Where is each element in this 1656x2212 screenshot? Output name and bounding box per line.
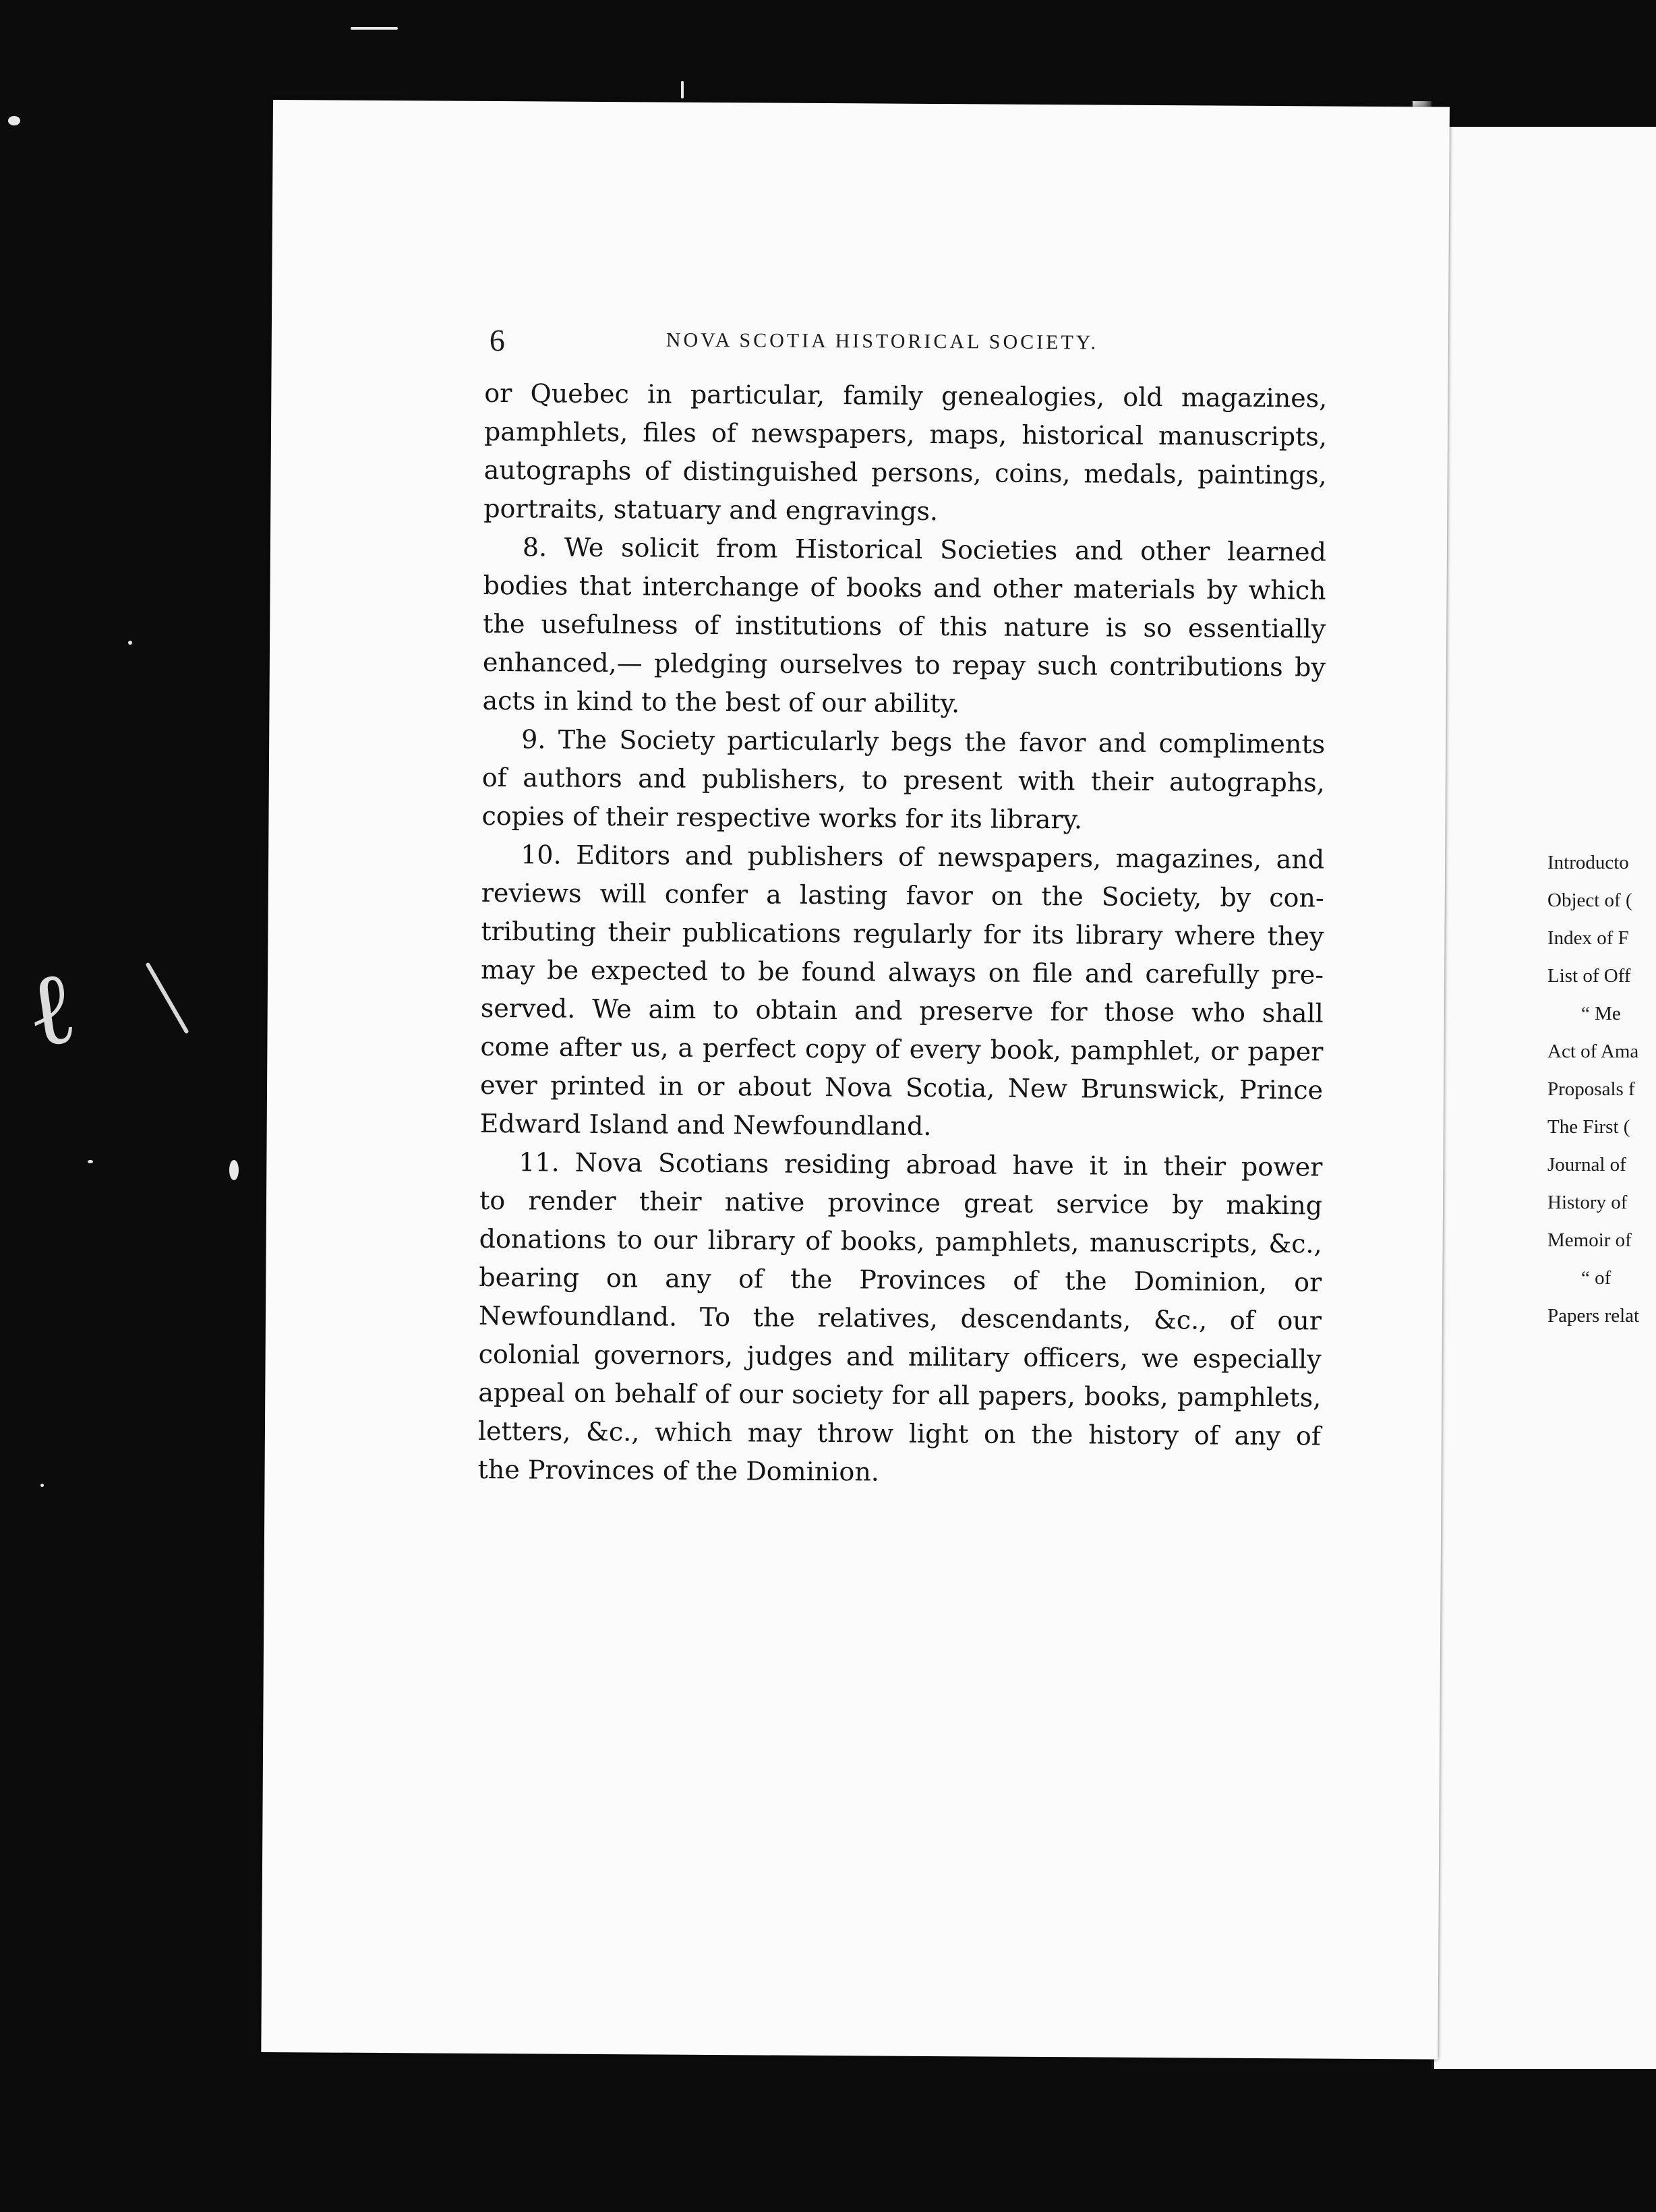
page-header: NOVA SCOTIA HISTORICAL SOCIETY.: [666, 328, 1099, 354]
text-line: the usefulness of institutions of this nature is so essentially: [483, 608, 1326, 644]
text-line: may be expected to be found always on file and carefully pre-: [480, 954, 1324, 990]
toc-entry: History of: [1547, 1192, 1628, 1213]
page-number: 6: [489, 322, 505, 358]
text-line: enhanced,— pledging ourselves to repay such contributions by: [482, 647, 1326, 682]
toc-entry: “ Me: [1581, 1003, 1621, 1024]
text-line: 10. Editors and publishers of newspapers, magazines, and: [521, 840, 1325, 875]
text-line: copies of their respective works for its library.: [481, 801, 1083, 835]
scan-speck: [128, 641, 132, 645]
toc-entry: Object of (: [1547, 890, 1632, 911]
text-line: reviews will confer a lasting favor on the Society, by con-: [481, 877, 1324, 913]
text-line: tributing their publications regularly for its library where they: [481, 916, 1324, 952]
text-line: bodies that interchange of books and other materials by which: [483, 570, 1326, 606]
toc-entry: Memoir of: [1547, 1229, 1632, 1251]
text-line: to render their native province great service by making: [479, 1185, 1323, 1221]
running-head: [490, 322, 1433, 376]
text-line: 11. Nova Scotians residing abroad have it in their power: [519, 1147, 1323, 1182]
text-line: bearing on any of the Provinces of the Dominion, or: [479, 1262, 1322, 1298]
scan-speck: [351, 27, 398, 30]
text-line: Edward Island and Newfoundland.: [479, 1108, 932, 1141]
toc-entry: Introducto: [1547, 852, 1629, 873]
text-line: appeal on behalf of our society for all papers, books, pamphlets,: [478, 1377, 1322, 1413]
toc-entry: List of Off: [1547, 965, 1631, 987]
toc-entry: Proposals f: [1547, 1078, 1635, 1100]
scan-speck: [88, 1160, 93, 1163]
text-line: of authors and publishers, to present with their autographs,: [481, 762, 1325, 798]
scan-speck: [229, 1160, 239, 1180]
text-line: Newfoundland. To the relatives, descendants, &c., of our: [478, 1300, 1322, 1336]
text-line: acts in kind to the best of our ability.: [482, 685, 960, 719]
text-line: letters, &c., which may throw light on the history of any of: [477, 1416, 1322, 1451]
text-line: portraits, statuary and engravings.: [483, 493, 939, 527]
text-line: donations to our library of books, pamphlets, manuscripts, &c.,: [479, 1223, 1322, 1259]
text-line: 9. The Society particularly begs the favor and compliments: [521, 724, 1326, 759]
body-text: [477, 374, 1327, 1494]
document-page: [261, 100, 1450, 2060]
toc-entry: Index of F: [1547, 927, 1629, 949]
text-line: 8. We solicit from Historical Societies and other learned: [522, 532, 1327, 567]
toc-entry: Act of Ama: [1547, 1041, 1639, 1062]
text-line: come after us, a perfect copy of every book, pamphlet, or paper: [480, 1031, 1324, 1067]
scan-speck: [8, 116, 20, 125]
text-line: served. We aim to obtain and preserve for those who shall: [480, 993, 1324, 1028]
scan-speck: [681, 81, 684, 98]
text-line: ever printed in or about Nova Scotia, New Brunswick, Prince: [479, 1070, 1324, 1105]
text-line: pamphlets, files of newspapers, maps, historical manuscripts,: [483, 416, 1328, 452]
toc-entry: Papers relat: [1547, 1305, 1640, 1327]
text-line: or Quebec in particular, family genealogies, old magazines,: [484, 378, 1328, 413]
scan-speck: [40, 1484, 44, 1487]
toc-entry: The First (: [1547, 1116, 1630, 1138]
toc-entry: Journal of: [1547, 1154, 1626, 1175]
toc-entry: “ of: [1581, 1267, 1611, 1289]
margin-stroke: [145, 962, 189, 1035]
text-line: colonial governors, judges and military officers, we especially: [478, 1339, 1322, 1374]
margin-scribble: [19, 948, 83, 1071]
text-line: the Provinces of the Dominion.: [477, 1454, 880, 1487]
text-line: autographs of distinguished persons, coins, medals, paintings,: [483, 455, 1327, 490]
margin-scribble-glyph: ℓ: [19, 948, 84, 1072]
